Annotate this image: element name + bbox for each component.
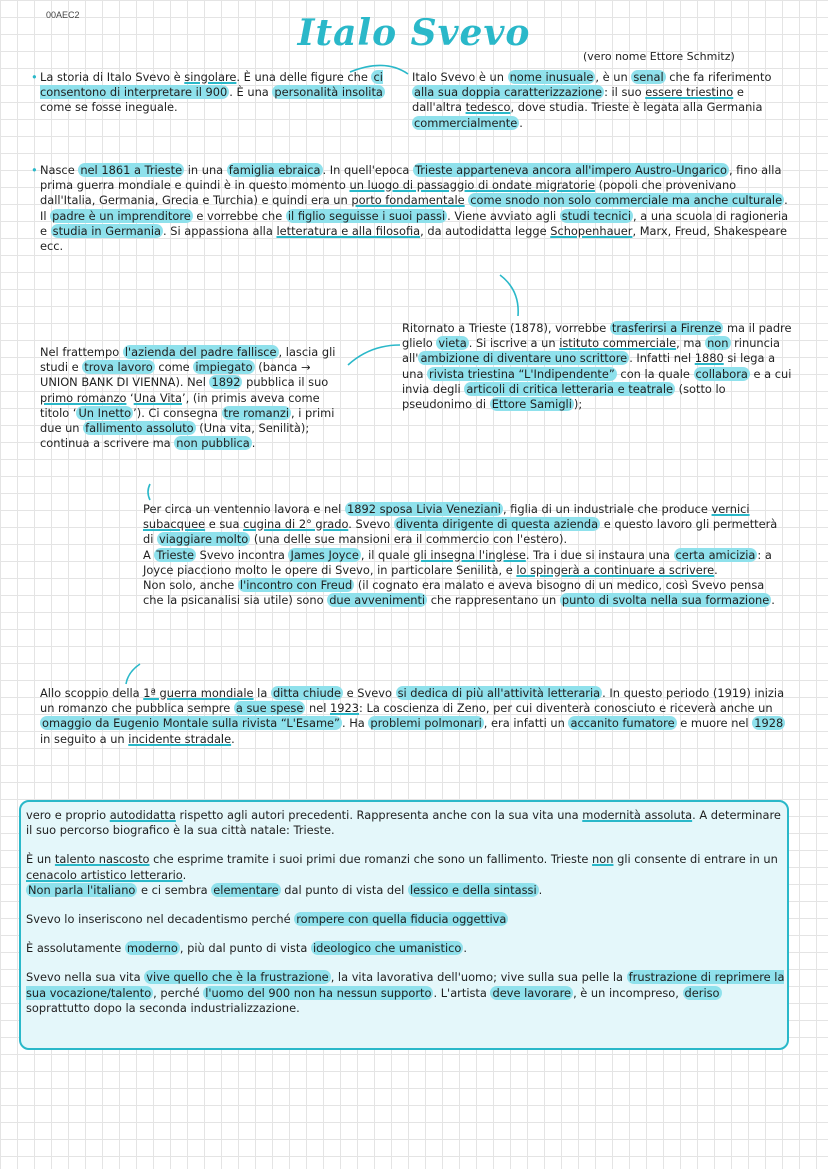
page-title: Italo Svevo: [297, 12, 531, 54]
trieste-return-block: Ritornato a Trieste (1878), vorrebbe trasferirsi a Firenze ma il padre glielo vieta . Si iscrive a un istituto commerciale, ma non rinuncia all' ambizione di diventare uno scrittore . Infatti nel 1880 si lega a una rivista triestina “L'Indipendente” con la quale collabora e a cui invia degli articoli di critica letteraria e teatrale (sotto lo pseudonimo di Ettore Samigli );: [402, 321, 792, 412]
document-code: 00AEC2: [46, 10, 80, 20]
marriage-joyce-block: Per circa un ventennio lavora e nel 1892 sposa Livia Veneziani , figlia di un industriale che produce vernici subacquee e sua cugina di 2° grado. Svevo diventa dirigente di questa azienda e questo lavoro gli permetterà di viaggiare molto (una delle sue mansioni era il commercio con l'estero). A Trieste Svevo incontra James Joyce , il quale gli insegna l'inglese. Tra i due si instaura una certa amicizia : a Joyce piacciono molto le opere di Svevo, in particolare Senilità, e lo spingerà a continuare a scrivere. Non solo, anche l'incontro con Freud (il cognato era malato e aveva bisogno di un medico, così Svevo pensa che la psicanalisi sia utile) sono due avvenimenti che rappresentano un punto di svolta nella sua formazione .: [143, 502, 778, 608]
summary-text: vero e proprio autodidatta rispetto agli autori precedenti. Rappresenta anche con la sua vita una modernità assoluta. A determinare il suo percorso biografico è la sua città natale: Trieste. È un talento nascosto che esprime tramite i suoi primi due romanzi che sono un fallimento. Trieste non gli consente di entrare in un cenacolo artistico letterario. Non parla l'italiano e ci sembra elementare dal punto di vista del lessico e della sintassi . Svevo lo inseriscono nel decadentismo perché rompere con quella fiducia oggettiva È assolutamente moderno , più dal punto di vista ideologico che umanistico . Svevo nella sua vita vive quello che è la frustrazione , la vita lavorativa dell'uomo; vive sulla sua pelle la frustrazione di reprimere la sua vocazione/talento , perché l'uomo del 900 non ha nessun supporto . L'artista deve lavorare , è un incompreso, deriso soprattutto dopo la seconda industrializzazione.: [26, 808, 785, 1015]
biography-block: • Nasce nel 1861 a Trieste in una famiglia ebraica . In quell'epoca Trieste apparteneva ancora all'impero Austro-Ungarico , fino alla prima guerra mondiale e quindi è in questo momento un luogo di passaggio di ondate migratorie (popoli che provenivano dall'Italia, Germania, Grecia e Turchia) e quindi era un porto fondamentale come snodo non solo commerciale ma anche culturale . Il padre è un imprenditore e vorrebbe che il figlio seguisse i suoi passi . Viene avviato agli studi tecnici , a una scuola di ragioneria e studia in Germania . Si appassiona alla letteratura e alla filosofia, da autodidatta legge Schopenhauer, Marx, Freud, Shakespeare ecc.: [40, 163, 790, 254]
intro-block: • La storia di Italo Svevo è singolare. È una delle figure che ci consentono di interpretare il 900 . È una personalità insolita come se fosse ineguale.: [40, 70, 390, 116]
arrow-to-block5: [348, 345, 400, 365]
father-business-block: Nel frattempo l'azienda del padre fallisce , lascia gli studi e trova lavoro come impiegato (banca → UNION BANK DI VIENNA). Nel 1892 pubblica il suo primo romanzo ‘Una Vita’, (in primis aveva come titolo ‘ Un Inetto ’). Ci consegna tre romanzi , i primi due un fallimento assoluto (Una vita, Senilità); continua a scrivere ma non pubblica .: [40, 345, 336, 451]
arrow-to-block6: [148, 484, 150, 500]
arrow-to-block4: [500, 275, 518, 316]
war-death-block: Allo scoppio della 1ª guerra mondiale la ditta chiude e Svevo si dedica di più all'attività letteraria . In questo periodo (1919) inizia un romanzo che pubblica sempre a sue spese nel 1923: La coscienza di Zeno, per cui diventerà conosciuto e riceverà anche un omaggio da Eugenio Montale sulla rivista “L'Esame” . Ha problemi polmonari , era infatti un accanito fumatore e muore nel 1928 in seguito a un incidente stradale.: [40, 686, 785, 746]
page-subtitle: (vero nome Ettore Schmitz): [583, 50, 735, 63]
name-block: Italo Svevo è un nome inusuale , è un senal che fa riferimento alla sua doppia caratterizzazione : il suo essere triestino e dall'altra tedesco, dove studia. Trieste è legata alla Germania commercialmente .: [412, 70, 772, 130]
arrow-to-block7: [126, 664, 140, 684]
